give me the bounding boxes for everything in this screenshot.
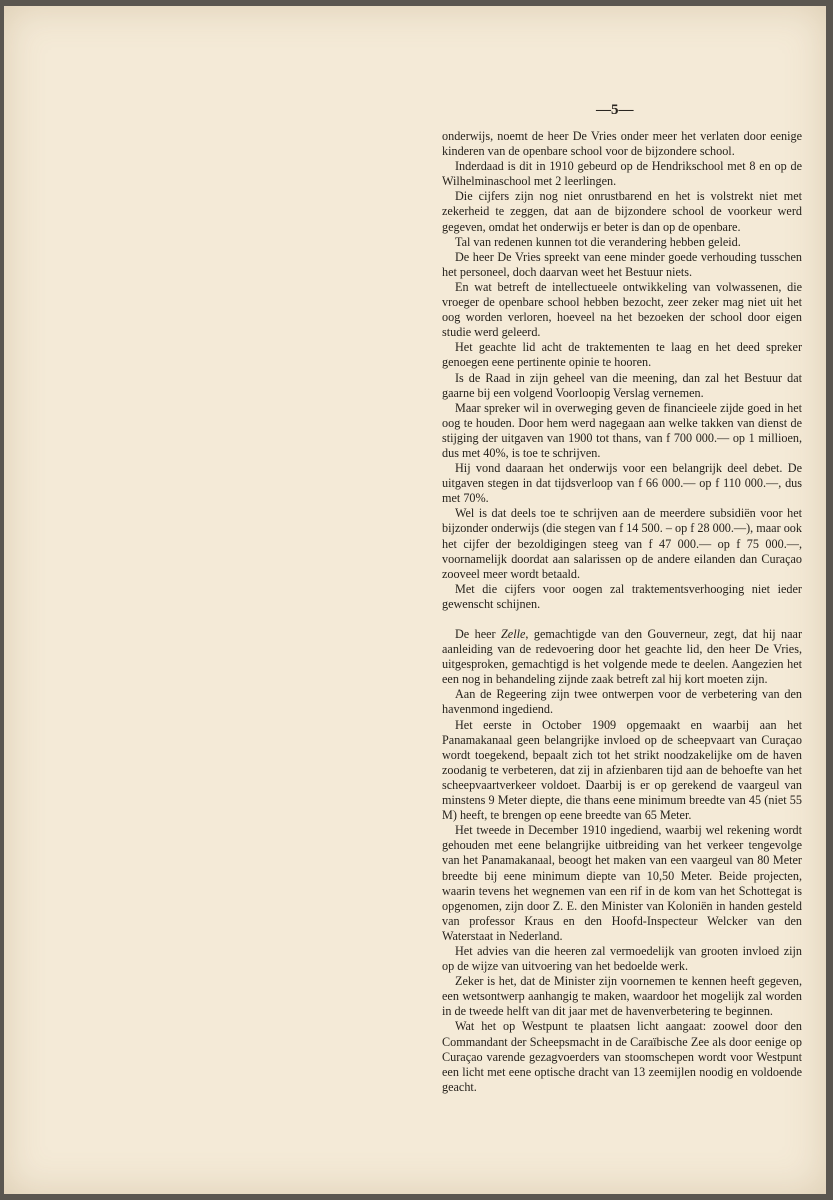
paragraph: De heer De Vries spreekt van eene minder goede verhouding tusschen het personeel, doch daarvan weet het Bestuur niets.	[442, 249, 802, 279]
paragraph: Het eerste in October 1909 opgemaakt en waarbij aan het Panamakanaal geen belangrijke invloed op de scheepvaart van Curaçao wordt toegekend, bepaalt zich tot het strikt noodzakelijke om de haven zoodanig te verbeteren, dat zij in afzienbaren tijd aan de behoefte van het scheepvaartverkeer voldoet. Daarbij is er op gerekend de vaargeul van minstens 9 Meter diepte, die thans eene minimum breedte van 45 (niet 55 M) heeft, te brengen op eene breedte van 65 Meter.	[442, 717, 802, 823]
paragraph: Maar spreker wil in overweging geven de financieele zijde goed in het oog te houden. Door hem werd nagegaan aan welke takken van dienst de stijging der uitgaven van 1900 tot thans, van f 700 000.— op 1 millioen, dus met 40%, is toe te schrijven.	[442, 400, 802, 460]
paragraph: Aan de Regeering zijn twee ontwerpen voor de verbetering van den havenmond ingediend.	[442, 687, 802, 717]
paragraph: Met die cijfers voor oogen zal traktementsverhooging niet ieder gewenscht schijnen.	[442, 581, 802, 611]
page-number: —5—	[596, 102, 634, 118]
paragraph: Wat het op Westpunt te plaatsen licht aangaat: zoowel door den Commandant der Scheepsmacht in de Caraïbische Zee als door eenige op Curaçao varende gezagvoerders van stoomschepen wordt voor Westpunt een licht met eene optische dracht van 13 zeemijlen noodig en voldoende geacht.	[442, 1019, 802, 1094]
paragraph: Wel is dat deels toe te schrijven aan de meerdere subsidiën voor het bijzonder onderwijs (die stegen van f 14 500. – op f 28 000.—), maar ook het cijfer der bezoldigingen steeg van f 47 000.— op f 75 000.—, voornamelijk doordat aan salarissen op de andere eilanden dan Curaçao zooveel meer wordt betaald.	[442, 506, 802, 581]
zelle-intro-before: De heer	[455, 627, 502, 641]
paragraph: Is de Raad in zijn geheel van die meening, dan zal het Bestuur dat gaarne bij een volgend Voorloopig Verslag vernemen.	[442, 370, 802, 400]
speaker-name: Zelle	[501, 627, 526, 641]
paragraph: onderwijs, noemt de heer De Vries onder meer het verlaten door eenige kinderen van de openbare school voor de bijzondere school.	[442, 129, 802, 159]
paragraph: Het advies van die heeren zal vermoedelijk van grooten invloed zijn op de wijze van uitvoering van het bedoelde werk.	[442, 943, 802, 974]
paragraph: En wat betreft de intellectueele ontwikkeling van volwassenen, die vroeger de openbare school hebben bezocht, zeer zeker mag niet uit het oog worden verloren, hoeveel na het bezoeken der school door eigen studie werd geleerd.	[442, 279, 802, 340]
paragraph: Tal van redenen kunnen tot die verandering hebben geleid.	[455, 234, 741, 249]
paragraph-zelle-intro	[442, 627, 802, 687]
document-page	[4, 6, 826, 1194]
paragraph: Hij vond daaraan het onderwijs voor een belangrijk deel debet. De uitgaven stegen in dat tijdsverloop van f 66 000.— op f 110 000.—, dus met 70%.	[442, 461, 802, 506]
paragraph: Het tweede in December 1910 ingediend, waarbij wel rekening wordt gehouden met eene belangrijke uitbreiding van het verkeer tengevolge van het Panamakanaal, beoogt het maken van een vaargeul van 80 Meter breedte bij eene minimum diepte van 10,50 Meter. Beide projecten, waarin tevens het wegnemen van een rif in de kom van het Schottegat is opgenomen, zijn door Z. E. den Minister van Koloniën in handen gesteld van professor Kraus en den Hoofd-Inspecteur Welcker van den Waterstaat in Nederland.	[442, 823, 802, 943]
text-column	[442, 129, 802, 1095]
paragraph: Het geachte lid acht de traktementen te laag en het deed spreker genoegen eene pertinente opinie te hooren.	[442, 340, 802, 370]
paragraph: Inderdaad is dit in 1910 gebeurd op de Hendrikschool met 8 en op de Wilhelminaschool met 2 leerlingen.	[442, 159, 802, 189]
paragraph: Zeker is het, dat de Minister zijn voornemen te kennen heeft gegeven, een wetsontwerp aanhangig te maken, waardoor het mogelijk zal worden in de tweede helft van dit jaar met de havenverbetering te beginnen.	[442, 974, 802, 1019]
paragraph: Die cijfers zijn nog niet onrustbarend en het is volstrekt niet met zekerheid te zeggen, dat aan de bijzondere school de voorkeur werd gegeven, omdat het onderwijs er beter is dan op de openbare.	[442, 189, 802, 234]
zelle-intro-after: , gemachtigde van den Gouverneur, zegt, dat hij naar aanleiding van de redevoering door het geachte lid, den heer De Vries, uitgesproken, gemachtigd is het volgende mede te deelen. Aangezien het een nog in behandeling zijnde zaak betreft zal hij kort moeten zijn.	[442, 627, 803, 687]
